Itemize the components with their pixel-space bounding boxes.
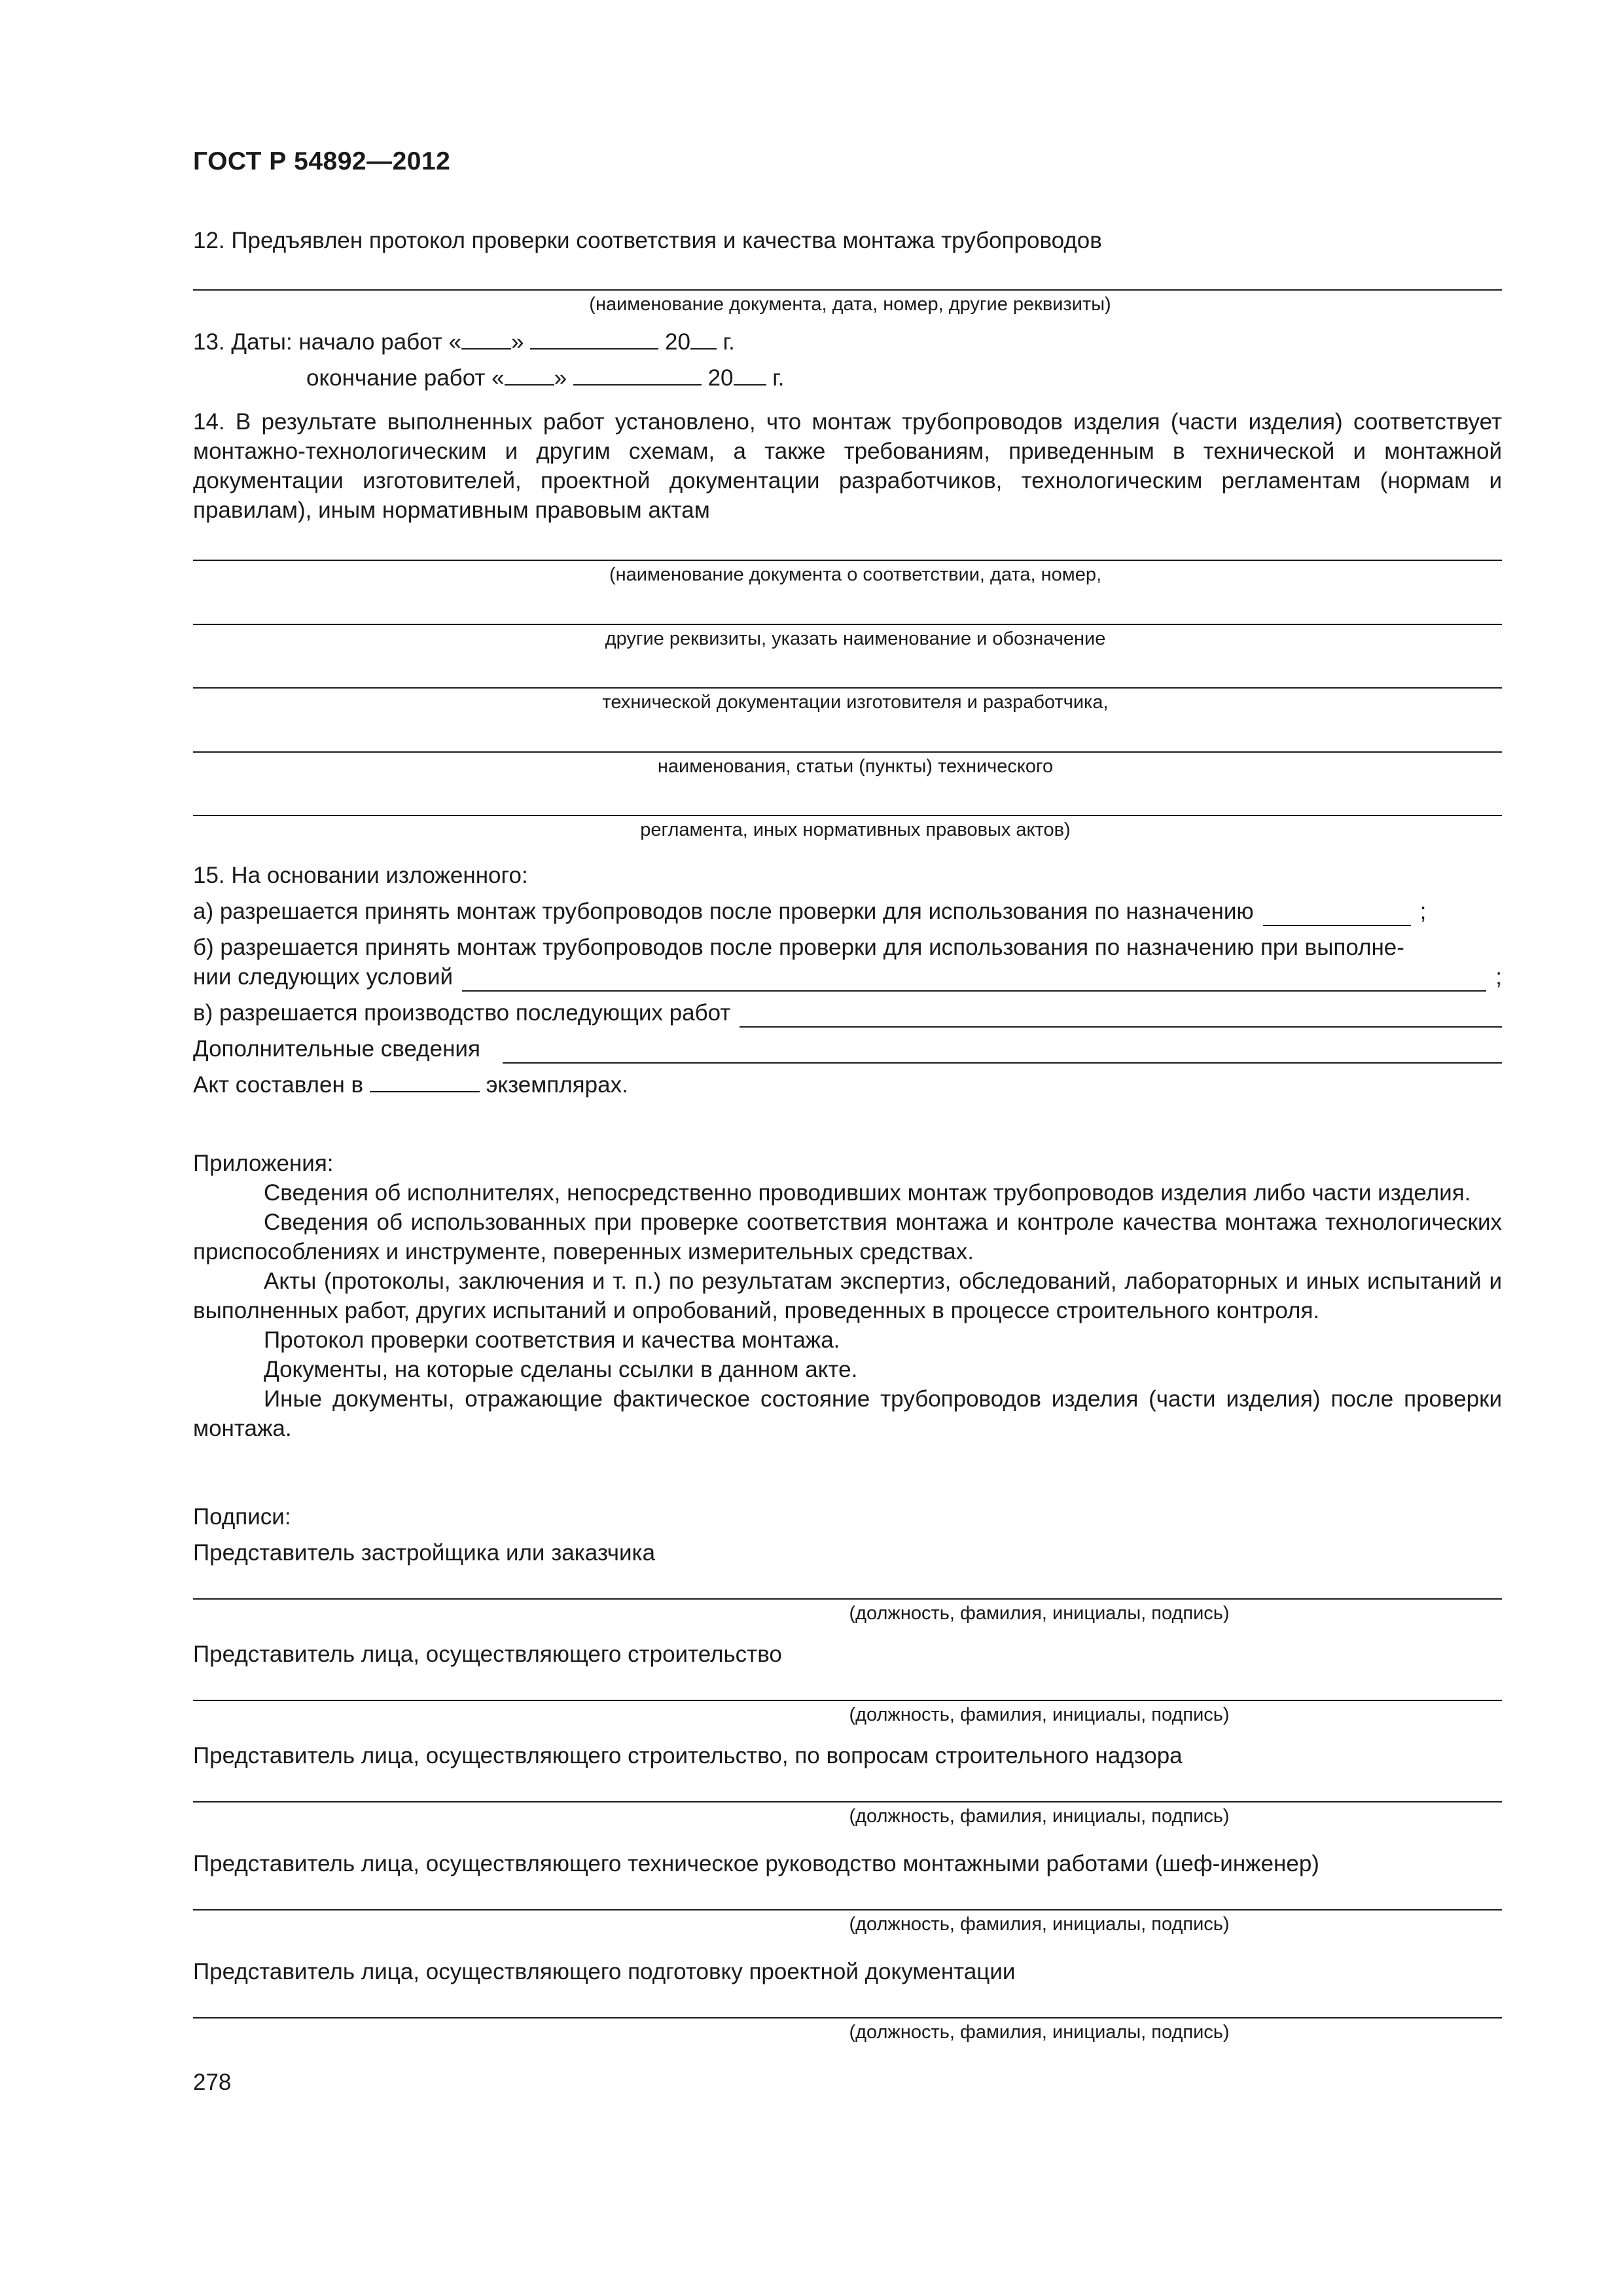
item-12-caption: (наименование документа, дата, номер, другие реквизиты) bbox=[589, 294, 1111, 315]
signature-rep-label: Представитель лица, осуществляющего строительство, по вопросам строительного надзора bbox=[193, 1743, 1183, 1768]
item-12-text: 12. Предъявлен протокол проверки соответствия и качества монтажа трубопроводов bbox=[193, 228, 1102, 253]
start-day-blank bbox=[461, 329, 511, 350]
end-year-blank bbox=[734, 365, 766, 386]
item-14-caption-5: регламента, иных нормативных правовых актов) bbox=[640, 819, 1071, 840]
signature-line bbox=[193, 1700, 1502, 1701]
item-12-line bbox=[193, 289, 1502, 291]
attachment-item: Иные документы, отражающие фактическое состояние трубопроводов изделия (части изделия) после проверки монтажа. bbox=[193, 1386, 1502, 1441]
signature-rep-label: Представитель лица, осуществляющего техническое руководство монтажными работами (шеф-инженер) bbox=[193, 1851, 1319, 1876]
signature-line bbox=[193, 2017, 1502, 2018]
signature-rep-label: Представитель лица, осуществляющего строительство bbox=[193, 1641, 782, 1667]
end-quote-close: » bbox=[554, 365, 567, 391]
item-15-a-blank bbox=[1263, 905, 1411, 926]
item-15-b-semicolon: ; bbox=[1495, 964, 1502, 990]
item-15-a-row bbox=[193, 897, 1502, 926]
signature-caption: (должность, фамилия, инициалы, подпись) bbox=[849, 1704, 1230, 1725]
item-15-b-text-line2: нии следующих условий bbox=[193, 964, 454, 990]
signature-rep-label: Представитель застройщика или заказчика bbox=[193, 1540, 656, 1566]
item-14-paragraph: 14. В результате выполненных работ установлено, что монтаж трубопроводов изделия (части изделия) соответствует монтажно-технологическим и другим схемам, а также требованиям, приведенным в технической и монтажной документации изготовителей, проектной документации разработчиков, технологическим регламентам (нормам и правилам), иным нормативным правовым актам bbox=[193, 409, 1502, 523]
end-year-prefix: 20 bbox=[707, 365, 734, 391]
item-15-a-semicolon: ; bbox=[1419, 899, 1427, 924]
page-number: 278 bbox=[193, 2070, 232, 2095]
end-year-suffix: г. bbox=[772, 365, 785, 391]
attachment-item: Документы, на которые сделаны ссылки в данном акте. bbox=[264, 1357, 858, 1382]
attachments-list bbox=[193, 1178, 1502, 1443]
signatures-title: Подписи: bbox=[193, 1504, 291, 1530]
attachments-title: Приложения: bbox=[193, 1151, 334, 1176]
item-14-line-2 bbox=[193, 624, 1502, 625]
item-14-line-1 bbox=[193, 560, 1502, 561]
extra-info-label: Дополнительные сведения bbox=[193, 1036, 480, 1062]
item-14-line-3 bbox=[193, 687, 1502, 689]
attachment-item: Протокол проверки соответствия и качества монтажа. bbox=[264, 1327, 840, 1353]
item-15-title: 15. На основании изложенного: bbox=[193, 863, 528, 888]
signature-rep-label: Представитель лица, осуществляющего подготовку проектной документации bbox=[193, 1959, 1016, 1984]
copies-row bbox=[193, 1070, 628, 1100]
item-15-c-blank bbox=[740, 1003, 1502, 1028]
end-day-blank bbox=[505, 365, 554, 386]
standard-header: ГОСТ Р 54892—2012 bbox=[193, 147, 451, 175]
signature-line bbox=[193, 1801, 1502, 1803]
signature-caption: (должность, фамилия, инициалы, подпись) bbox=[849, 1914, 1230, 1935]
item-13-start-date bbox=[193, 327, 735, 357]
signature-caption: (должность, фамилия, инициалы, подпись) bbox=[849, 2022, 1230, 2043]
signature-caption: (должность, фамилия, инициалы, подпись) bbox=[849, 1603, 1230, 1624]
item-15-c-text: в) разрешается производство последующих работ bbox=[193, 1000, 731, 1026]
signature-line bbox=[193, 1909, 1502, 1910]
item-15-c-row bbox=[193, 998, 1502, 1028]
end-date-label: окончание работ « bbox=[306, 365, 505, 391]
item-15-a-text: а) разрешается принять монтаж трубопроводов после проверки для использования по назначению bbox=[193, 899, 1254, 924]
copies-blank bbox=[370, 1071, 480, 1092]
start-date-label: 13. Даты: начало работ « bbox=[193, 329, 462, 355]
start-quote-close: » bbox=[511, 329, 524, 355]
item-13-end-date bbox=[306, 363, 784, 393]
copies-after: экземплярах. bbox=[486, 1072, 628, 1098]
start-year-suffix: г. bbox=[722, 329, 735, 355]
item-15-b-blank bbox=[462, 967, 1486, 992]
extra-info-row bbox=[193, 1034, 1502, 1064]
item-14-caption-4: наименования, статьи (пункты) технического bbox=[657, 756, 1054, 777]
signature-caption: (должность, фамилия, инициалы, подпись) bbox=[849, 1806, 1230, 1827]
item-14-caption-3: технической документации изготовителя и разработчика, bbox=[602, 692, 1109, 713]
attachment-item: Сведения об использованных при проверке соответствия монтажа и контроле качества монтажа технологических приспособлениях и инструменте, поверенных измерительных средствах. bbox=[193, 1210, 1502, 1265]
start-year-prefix: 20 bbox=[664, 329, 690, 355]
item-15-b-text-line1: б) разрешается принять монтаж трубопроводов после проверки для использования по назначению при выполне- bbox=[193, 935, 1404, 960]
item-15-b-row bbox=[193, 962, 1502, 992]
item-14-caption-2: другие реквизиты, указать наименование и обозначение bbox=[605, 628, 1106, 649]
document-page bbox=[193, 0, 1502, 2296]
item-14-line-4 bbox=[193, 751, 1502, 753]
signature-line bbox=[193, 1598, 1502, 1600]
item-14-line-5 bbox=[193, 815, 1502, 816]
start-year-blank bbox=[690, 329, 717, 350]
start-month-blank bbox=[530, 329, 658, 350]
item-14-caption-1: (наименование документа о соответствии, дата, номер, bbox=[609, 564, 1102, 585]
extra-info-blank bbox=[503, 1039, 1502, 1064]
attachment-item: Акты (протоколы, заключения и т. п.) по результатам экспертиз, обследований, лабораторных и иных испытаний и выполненных работ, других испытаний и опробований, проведенных в процессе строительного контроля. bbox=[193, 1268, 1502, 1323]
end-month-blank bbox=[573, 365, 702, 386]
copies-before: Акт составлен в bbox=[193, 1072, 364, 1098]
attachment-item: Сведения об исполнителях, непосредственно проводивших монтаж трубопроводов изделия либо части изделия. bbox=[264, 1180, 1471, 1206]
